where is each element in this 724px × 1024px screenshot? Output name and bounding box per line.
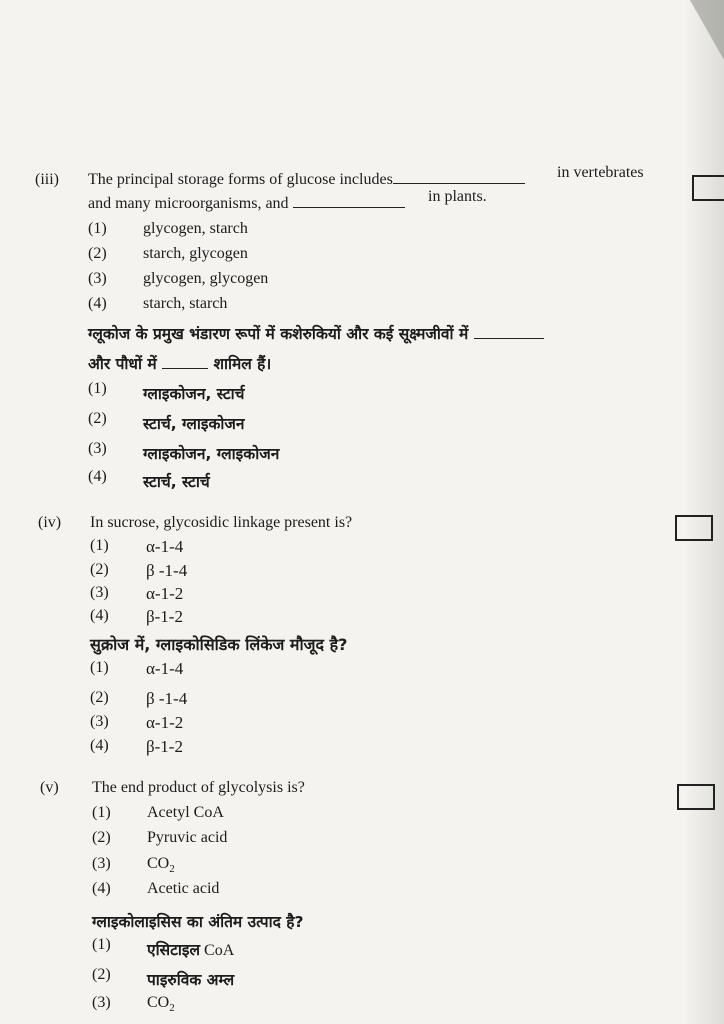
question-number: (iii) [35, 171, 59, 188]
question-text-en: The end product of glycolysis is? [92, 779, 305, 796]
option-number: (2) [88, 245, 107, 262]
page-edge-shadow [684, 0, 724, 1024]
question-text-hi: ग्लूकोज के प्रमुख भंडारण रूपों में कशेरुकियों और कई सूक्ष्मजीवों में [88, 322, 544, 344]
option-text: $CO_2$ [147, 855, 175, 876]
option-text-hi: एसिटाइल CoA [147, 941, 235, 959]
option-number: (1) [90, 659, 109, 676]
option-number: (3) [88, 270, 107, 287]
option-number: (3) [90, 713, 109, 730]
option-text: α-1-4 [146, 659, 184, 678]
option-number: (2) [92, 829, 111, 846]
option-number: (2) [88, 410, 107, 427]
answer-box[interactable] [675, 515, 713, 541]
option-number: (1) [92, 804, 111, 821]
question-number: (iv) [38, 514, 62, 531]
question-text-hi-line2: और पौधों में शामिल हैं। [88, 355, 272, 373]
answer-blank [393, 182, 525, 184]
question-text-en-line2-end: in plants. [428, 188, 487, 205]
answer-blank [293, 206, 405, 208]
option-number: (4) [88, 468, 107, 485]
option-text-hi: ग्लाइकोजन, स्टार्च [143, 385, 245, 403]
question-text-en: The principal storage forms of glucose includes [88, 171, 525, 189]
option-text: $CO_2$ [147, 994, 175, 1015]
option-text-hi: स्टार्च, ग्लाइकोजन [143, 415, 245, 433]
option-number: (4) [92, 880, 111, 897]
option-text: β -1-4 [146, 561, 188, 580]
option-text: glycogen, glycogen [143, 270, 269, 287]
option-number: (2) [90, 689, 109, 706]
option-number: (1) [88, 220, 107, 237]
option-text: glycogen, starch [143, 220, 248, 237]
option-text: α-1-2 [146, 713, 184, 732]
option-text: β-1-2 [146, 737, 183, 756]
option-text: α-1-2 [146, 584, 184, 603]
option-number: (4) [90, 607, 109, 624]
option-number: (1) [90, 537, 109, 554]
option-text: Pyruvic acid [147, 829, 228, 846]
option-text: Acetic acid [147, 880, 220, 897]
option-number: (3) [88, 440, 107, 457]
answer-box[interactable] [692, 175, 724, 201]
question-text-en-end: in vertebrates [557, 164, 644, 181]
option-number: (4) [88, 295, 107, 312]
option-text-hi: पाइरुविक अम्ल [147, 971, 235, 989]
option-text: β-1-2 [146, 607, 183, 626]
option-number: (3) [92, 994, 111, 1011]
option-number: (1) [92, 936, 111, 953]
option-text: β -1-4 [146, 689, 188, 708]
option-number: (2) [92, 966, 111, 983]
answer-blank [474, 337, 544, 339]
question-text-hi: ग्लाइकोलाइसिस का अंतिम उत्पाद है? [92, 913, 304, 931]
page-corner-fold [690, 0, 724, 60]
answer-box[interactable] [677, 784, 715, 810]
option-text: starch, glycogen [143, 245, 248, 262]
question-text-en: In sucrose, glycosidic linkage present is? [90, 514, 353, 531]
option-number: (4) [90, 737, 109, 754]
question-text-en-line2: and many microorganisms, and [88, 195, 405, 213]
answer-blank [162, 367, 208, 369]
question-text-hi: सुक्रोज में, ग्लाइकोसिडिक लिंकेज मौजूद है? [90, 635, 348, 654]
option-number: (3) [90, 584, 109, 601]
option-text: starch, starch [143, 295, 228, 312]
question-number: (v) [40, 779, 59, 796]
option-text: Acetyl CoA [147, 804, 224, 821]
option-number: (1) [88, 380, 107, 397]
option-text-hi: ग्लाइकोजन, ग्लाइकोजन [143, 445, 280, 463]
option-number: (3) [92, 855, 111, 872]
option-number: (2) [90, 561, 109, 578]
option-text: α-1-4 [146, 537, 184, 556]
option-text-hi: स्टार्च, स्टार्च [143, 473, 210, 491]
